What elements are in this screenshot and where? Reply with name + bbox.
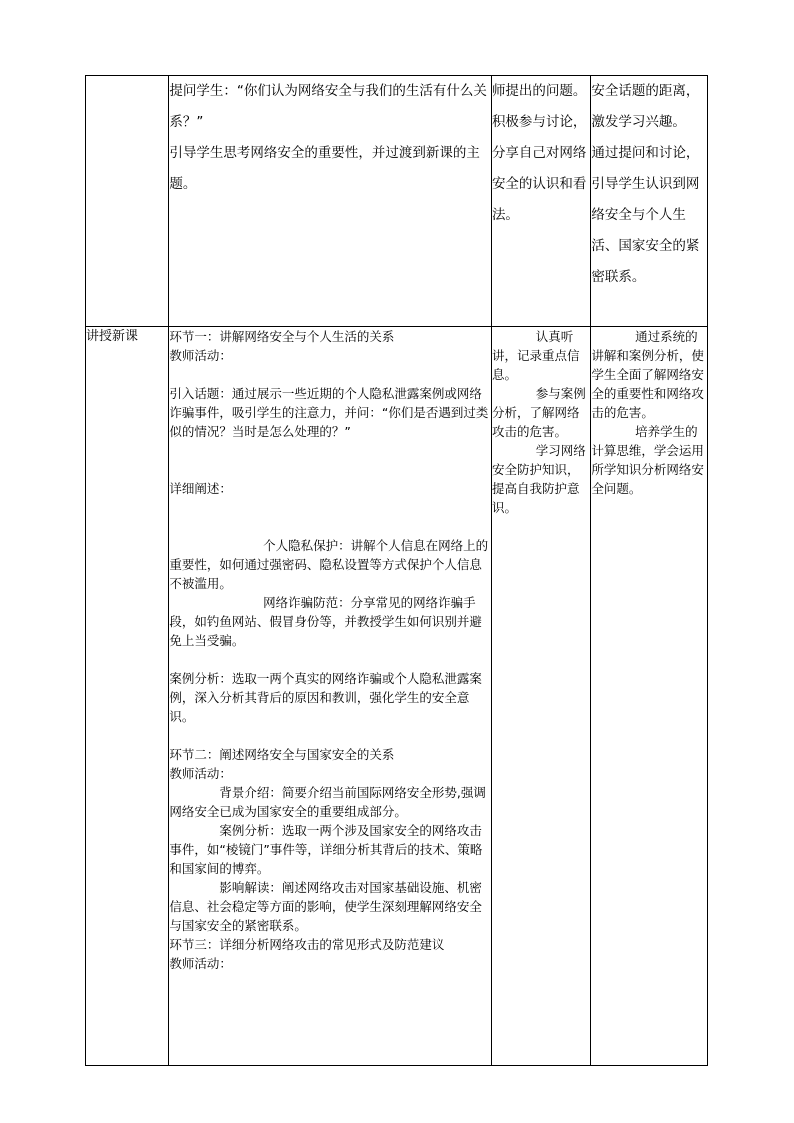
lesson-plan-table — [85, 75, 708, 1066]
paragraph: 教师活动： — [169, 348, 232, 363]
teacher-activity-cell — [169, 76, 492, 327]
paragraph: 引入话题：通过展示一些近期的个人隐私泄露案例或网络诈骗事件，吸引学生的注意力，并问：“你们是否遇到过类似的情况？当时是怎么处理的？” — [169, 386, 489, 439]
section-title: 环节二：阐述网络安全与国家安全的关系 — [169, 747, 395, 762]
paragraph: 学习网络安全防护知识，提高自我防护意识。 — [491, 443, 586, 515]
student-activity-cell — [491, 76, 590, 327]
design-intent-cell — [591, 76, 708, 327]
paragraph: 教师活动： — [169, 956, 232, 971]
table-row — [86, 76, 708, 327]
stage-label: 讲授新课 — [86, 329, 139, 344]
paragraph: 背景介绍：简要介绍当前国际网络安全形势,强调网络安全已成为国家安全的重要组成部分。 — [169, 785, 486, 819]
paragraph: 引导学生思考网络安全的重要性，并过渡到新课的主题。 — [169, 145, 480, 192]
paragraph: 参与案例分析，了解网络攻击的危害。 — [491, 386, 586, 439]
design-intent-cell — [591, 327, 708, 1066]
section-title: 环节一：讲解网络安全与个人生活的关系 — [169, 329, 395, 344]
paragraph: 通过系统的讲解和案例分析，使学生全面了解网络安全的重要性和网络攻击的危害。 — [591, 329, 704, 420]
paragraph: 个人隐私保护：讲解个人信息在网络上的重要性，如何通过强密码、隐私设置等方式保护个人信息不被滥用。 — [169, 538, 489, 591]
paragraph: 通过提问和讨论，引导学生认识到网络安全与个人生活、国家安全的紧密联系。 — [591, 145, 700, 285]
paragraph: 案例分析：选取一两个真实的网络诈骗或个人隐私泄露案例，深入分析其背后的原因和教训，强化学生的安全意识。 — [169, 671, 482, 724]
paragraph: 影响解读：阐述网络攻击对国家基础设施、机密信息、社会稳定等方面的影响，使学生深刻理解网络安全与国家安全的紧密联系。 — [169, 880, 482, 933]
paragraph: 网络诈骗防范：分享常见的网络诈骗手段，如钓鱼网站、假冒身份等，并教授学生如何识别并避免上当受骗。 — [169, 595, 482, 648]
paragraph: 提问学生：“你们认为网络安全与我们的生活有什么关系？” — [169, 83, 487, 130]
paragraph: 详细阐述： — [169, 481, 232, 496]
table-row — [86, 327, 708, 1066]
paragraph: 认真听讲，记录重点信息。 — [491, 329, 580, 382]
teacher-activity-cell — [169, 327, 492, 1066]
paragraph: 师提出的问题。积极参与讨论，分享自己对网络安全的认识和看法。 — [491, 83, 587, 223]
paragraph: 案例分析：选取一两个涉及国家安全的网络攻击事件，如“棱镜门”事件等，详细分析其背后的技术、策略和国家间的博弈。 — [169, 823, 483, 876]
stage-cell — [86, 327, 169, 1066]
section-title: 环节三：详细分析网络攻击的常见形式及防范建议 — [169, 937, 445, 952]
paragraph: 安全话题的距离，激发学习兴趣。 — [591, 83, 700, 130]
stage-cell — [86, 76, 169, 327]
paragraph: 培养学生的计算思维，学会运用所学知识分析网络安全问题。 — [591, 424, 704, 496]
student-activity-cell — [491, 327, 590, 1066]
paragraph: 教师活动： — [169, 766, 232, 781]
